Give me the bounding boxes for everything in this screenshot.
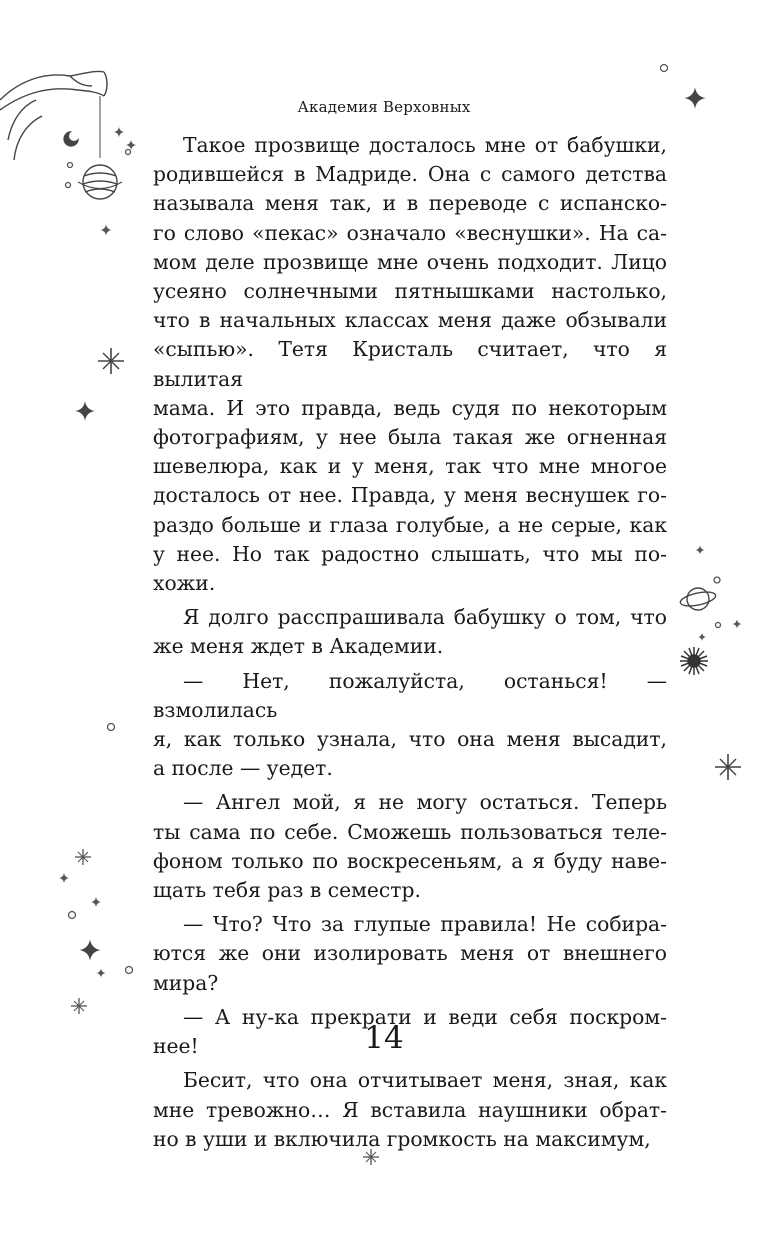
text-line: — Ангел мой, я не могу остаться. Теперь (183, 790, 667, 815)
text-line: «сыпью». Тетя Кристаль считает, что я вылитая (153, 337, 667, 391)
body-text (153, 131, 667, 1154)
paragraph (153, 131, 667, 598)
paragraph (153, 667, 667, 784)
text-line: — Что? Что за глупые правила! Не собира- (183, 912, 667, 937)
ringed-planet-icon (679, 588, 717, 610)
paragraph (153, 1066, 667, 1154)
text-line: а после — уедет. (153, 756, 333, 781)
text-line: Я долго расспрашивала бабушку о том, что (183, 605, 667, 630)
text-line: же меня ждет в Академии. (153, 634, 444, 659)
text-line: мом деле прозвище мне очень подходит. Лицо (153, 249, 667, 274)
text-line: называла меня так, и в переводе с испанско- (153, 191, 667, 216)
text-line: родившейся в Мадриде. Она с самого детства (153, 162, 667, 187)
text-line: нее! (153, 1034, 199, 1059)
paragraph (153, 788, 667, 905)
text-line: ются же они изолировать меня от внешнего (153, 941, 667, 966)
starburst-icon (680, 647, 708, 675)
text-line: усеяно солнечными пятнышками настолько, (153, 279, 667, 304)
text-line: Бесит, что она отчитывает меня, зная, как (183, 1068, 667, 1093)
text-line: Такое прозвище досталось мне от бабушки, (183, 133, 667, 157)
text-line: но в уши и включила громкость на максимум, (153, 1126, 651, 1151)
text-line: го слово «пекас» означало «веснушки». На са- (153, 220, 667, 245)
text-line: шевелюра, как и у меня, так что мне многое (153, 454, 667, 479)
hand-with-planet-ornament (0, 71, 122, 199)
page-number: 14 (364, 1020, 404, 1056)
text-line: досталось от нее. Правда, у меня веснушек го- (153, 483, 667, 508)
paragraph (153, 603, 667, 661)
running-title: Академия Верховных (297, 98, 471, 116)
paragraph (153, 910, 667, 998)
text-line: — А ну-ка прекрати и веди себя поскром- (183, 1004, 667, 1029)
text-line: хожи. (153, 571, 216, 596)
text-line: у нее. Но так радостно слышать, что мы по- (153, 541, 667, 566)
text-line: фотографиям, у нее была такая же огненная (153, 425, 667, 450)
text-line: щать тебя раз в семестр. (153, 878, 421, 903)
text-line: мне тревожно… Я вставила наушники обрат- (153, 1097, 667, 1122)
text-line: мира? (153, 970, 219, 995)
text-line: что в начальных классах меня даже обзывали (153, 308, 667, 333)
text-line: раздо больше и глаза голубые, а не серые, как (153, 512, 667, 537)
text-line: — Нет, пожалуйста, останься! — взмолилась (153, 668, 667, 722)
text-line: ты сама по себе. Сможешь пользоваться теле- (153, 819, 667, 844)
text-line: мама. И это правда, ведь судя по некоторым (153, 395, 667, 420)
text-line: я, как только узнала, что она меня высадит, (153, 727, 667, 752)
text-line: фоном только по воскресеньям, а я буду наве- (153, 848, 667, 873)
